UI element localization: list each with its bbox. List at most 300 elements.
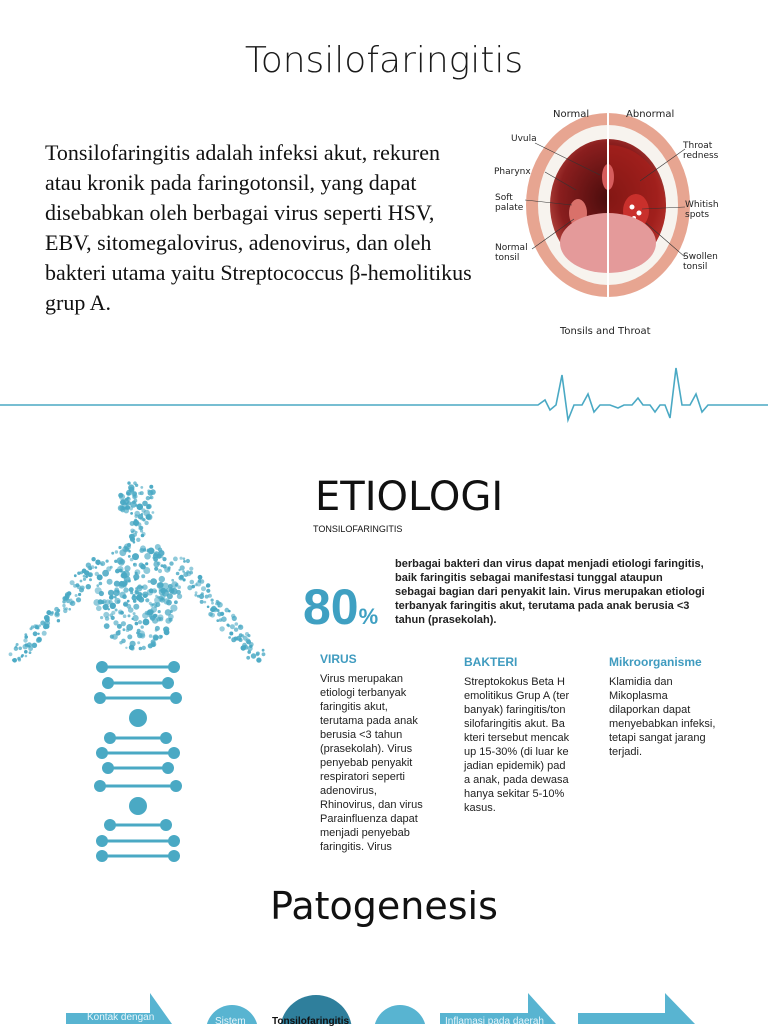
figure-dot (182, 578, 185, 581)
figure-dot (29, 651, 32, 654)
figure-dot (35, 625, 39, 629)
figure-dot (216, 619, 219, 622)
etiologi-title: ETIOLOGI (315, 474, 504, 520)
figure-dot (170, 610, 173, 613)
figure-dot (183, 560, 186, 563)
figure-dot (121, 572, 127, 578)
figure-dot (24, 650, 28, 654)
figure-dot (247, 650, 251, 654)
figure-dot (142, 646, 146, 650)
figure-dot (153, 557, 158, 562)
figure-dot (14, 647, 18, 651)
throat-illustration (480, 105, 750, 345)
column-text: Virus merupakan etiologi terbanyak faringitis akut, terutama pada anak berusia <3 tahun (prasekolah). Virus penyebab penyakit respiratori seperti adenovirus, Rhinovirus, dan virus Parainfluenza dapat menjadi penyebab faringitis. Virus (320, 673, 423, 853)
percent-stat (303, 578, 378, 636)
figure-dot (136, 538, 140, 542)
figure-dot (221, 616, 227, 622)
figure-dot (142, 518, 145, 521)
figure-dot (150, 496, 154, 500)
figure-dot (12, 659, 15, 662)
patogenesis-title: Patogenesis (270, 884, 498, 928)
figure-dot (158, 569, 162, 573)
figure-dot (141, 508, 145, 512)
dna-node (168, 661, 180, 673)
figure-dot (146, 515, 151, 520)
figure-dot (110, 566, 113, 569)
figure-dot (262, 649, 265, 652)
dna-node (129, 709, 147, 727)
figure-dot (118, 546, 121, 549)
figure-dot (213, 608, 218, 613)
figure-dot (206, 589, 210, 593)
page-title: Tonsilofaringitis (244, 40, 524, 81)
flow-text-1: Kontak dengan (87, 1012, 155, 1023)
figure-dot (227, 624, 230, 627)
figure-dot (95, 560, 100, 565)
figure-dot (183, 572, 188, 577)
figure-dot (123, 614, 127, 618)
figure-dot (108, 590, 114, 596)
column-mikroorganisme (609, 655, 719, 759)
figure-dot (200, 600, 204, 604)
figure-dot (130, 512, 133, 515)
figure-dot (25, 655, 28, 658)
flow-text-3: Tonsilofaringitis (272, 1016, 350, 1027)
illustration-caption: Tonsils and Throat (560, 326, 651, 337)
figure-dot (176, 572, 180, 576)
figure-dot (63, 609, 67, 613)
figure-dot (80, 580, 83, 583)
dna-node (160, 732, 172, 744)
figure-dot (148, 580, 151, 583)
figure-dot (229, 632, 233, 636)
figure-dot (83, 578, 86, 581)
figure-dot (138, 597, 144, 603)
dna-node (94, 692, 106, 704)
figure-dot (135, 622, 139, 626)
figure-dot (95, 572, 99, 576)
figure-dot (77, 572, 80, 575)
figure-dot (87, 572, 92, 577)
figure-dot (155, 629, 158, 632)
figure-dot (128, 614, 131, 617)
figure-dot (107, 579, 113, 585)
figure-dot (122, 546, 129, 553)
figure-dot (134, 519, 137, 522)
figure-dot (120, 559, 125, 564)
figure-dot (239, 625, 242, 628)
figure-dot (208, 612, 213, 617)
figure-dot (138, 505, 141, 508)
figure-dot (161, 556, 164, 559)
figure-dot (128, 607, 134, 613)
figure-dot (117, 600, 120, 603)
intro-paragraph: Tonsilofaringitis adalah infeksi akut, rekuren atau kronik pada faringotonsil, yang dapat disebabkan oleh berbagai virus seperti HSV, EBV, sitomegalovirus, adenovirus, dan oleh bakteri utama yaitu Streptococcus β-hemolitikus grup A. (45, 140, 472, 315)
figure-dot (126, 492, 129, 495)
label-soft-palate: Soft palate (495, 193, 524, 213)
figure-dot (89, 578, 92, 581)
figure-dot (151, 611, 154, 614)
figure-dot (149, 485, 153, 489)
figure-dot (168, 614, 174, 620)
figure-dot (194, 594, 197, 597)
label-uvula: Uvula (511, 134, 537, 144)
dna-node (96, 850, 108, 862)
figure-dot (135, 531, 138, 534)
figure-dot (159, 589, 166, 596)
figure-dot (256, 653, 259, 656)
figure-dot (127, 481, 130, 484)
flow-arrow-3 (578, 993, 695, 1024)
figure-dot (169, 561, 173, 565)
figure-dot (189, 571, 193, 575)
figure-dot (42, 631, 47, 636)
figure-dot (114, 587, 119, 592)
figure-dot (176, 590, 181, 595)
figure-dot (51, 611, 54, 614)
figure-dot (30, 627, 33, 630)
figure-dot (68, 608, 71, 611)
whitish-spot (637, 211, 642, 216)
dna-node (102, 762, 114, 774)
dna-node (102, 677, 114, 689)
figure-dot (134, 578, 137, 581)
figure-dot (100, 561, 105, 566)
label-pharynx: Pharynx (494, 167, 531, 177)
figure-dot (228, 636, 231, 639)
figure-dot (127, 501, 131, 505)
figure-dot (144, 553, 151, 560)
figure-dot (62, 600, 66, 604)
figure-dot (137, 629, 141, 633)
figure-dot (115, 550, 118, 553)
dna-node (168, 747, 180, 759)
figure-dot (130, 521, 135, 526)
figure-dot (242, 643, 247, 648)
dna-node (168, 850, 180, 862)
figure-dot (164, 629, 170, 635)
figure-dot (151, 641, 157, 647)
figure-dot (129, 506, 133, 510)
figure-dot (73, 584, 77, 588)
figure-dot (144, 521, 148, 525)
figure-dot (141, 574, 145, 578)
figure-dot (91, 557, 95, 561)
figure-dot (113, 620, 118, 625)
human-dna-illustration (0, 470, 290, 870)
figure-dot (149, 602, 152, 605)
figure-dot (136, 585, 142, 591)
figure-dot (158, 550, 164, 556)
figure-dot (96, 606, 102, 612)
figure-dot (100, 616, 103, 619)
figure-dot (148, 613, 153, 618)
figure-dot (139, 647, 143, 651)
figure-dot (126, 628, 130, 632)
figure-dot (125, 580, 128, 583)
figure-dot (95, 566, 98, 569)
dna-node (170, 780, 182, 792)
figure-dot (127, 497, 131, 501)
figure-dot (171, 579, 174, 582)
figure-dot (211, 602, 214, 605)
figure-dot (46, 610, 51, 615)
figure-dot (183, 557, 186, 560)
figure-dot (145, 598, 149, 602)
figure-dot (104, 623, 110, 629)
figure-dot (128, 555, 131, 558)
figure-dot (33, 631, 38, 636)
figure-dot (154, 597, 161, 604)
figure-dot (129, 534, 135, 540)
figure-dot (247, 646, 252, 651)
figure-dot (70, 601, 75, 606)
figure-dot (18, 658, 21, 661)
figure-dot (219, 626, 224, 631)
figure-dot (111, 616, 115, 620)
dna-node (129, 797, 147, 815)
figure-dot (138, 592, 142, 596)
dna-node (96, 661, 108, 673)
figure-dot (133, 563, 137, 567)
column-heading: Mikroorganisme (609, 655, 702, 669)
figure-dot (169, 587, 174, 592)
figure-dot (143, 619, 150, 626)
figure-dot (74, 574, 77, 577)
column-virus (320, 652, 430, 854)
figure-dot (246, 656, 250, 660)
column-bakteri (464, 655, 570, 815)
figure-dot (125, 647, 127, 649)
figure-dot (40, 621, 45, 626)
figure-dot (135, 504, 138, 507)
figure-dot (246, 640, 251, 645)
flow-circle-3 (374, 1005, 426, 1024)
figure-dot (65, 595, 69, 599)
figure-dot (235, 637, 238, 640)
figure-dot (234, 628, 238, 632)
figure-dot (83, 575, 86, 578)
figure-dot (139, 563, 144, 568)
figure-dot (228, 610, 231, 613)
column-text: Klamidia dan Mikoplasma dilaporkan dapat menyebabkan infeksi, tetapi sangat jarang terjadi. (609, 676, 716, 758)
figure-dot (141, 513, 144, 516)
figure-dot (133, 541, 136, 544)
figure-dot (201, 586, 206, 591)
figure-dot (149, 634, 153, 638)
figure-dot (137, 641, 140, 644)
figure-dot (230, 624, 235, 629)
label-swollen-tonsil: Swollen tonsil (683, 252, 718, 272)
figure-dot (215, 602, 218, 605)
figure-dot (37, 633, 39, 635)
figure-dot (130, 641, 136, 647)
heartbeat-divider (0, 360, 768, 430)
label-normal-tonsil: Normal tonsil (495, 243, 528, 263)
figure-dot (36, 638, 41, 643)
label-normal: Normal (553, 109, 590, 120)
figure-dot (148, 490, 154, 496)
figure-dot (218, 605, 220, 607)
figure-dot (164, 567, 170, 573)
figure-dot (127, 634, 132, 639)
figure-dot (123, 583, 127, 587)
figure-dot (23, 644, 28, 649)
dna-node (96, 835, 108, 847)
figure-dot (206, 585, 209, 588)
dotted-human-figure (9, 481, 266, 662)
dna-helix (94, 661, 182, 862)
figure-dot (145, 562, 148, 565)
figure-dot (239, 633, 243, 637)
figure-dot (197, 595, 200, 598)
figure-dot (221, 612, 224, 615)
figure-dot (133, 604, 139, 610)
dna-node (162, 762, 174, 774)
figure-dot (111, 611, 115, 615)
figure-dot (45, 618, 50, 623)
figure-dot (132, 615, 138, 621)
figure-dot (118, 493, 123, 498)
figure-dot (195, 591, 198, 594)
figure-dot (123, 587, 128, 592)
figure-dot (153, 561, 159, 567)
figure-dot (133, 612, 136, 615)
figure-dot (177, 585, 181, 589)
figure-dot (187, 585, 192, 590)
figure-dot (141, 625, 144, 628)
figure-dot (32, 643, 37, 648)
figure-dot (135, 484, 138, 487)
figure-dot (89, 567, 92, 570)
dna-node (96, 747, 108, 759)
figure-dot (119, 641, 122, 644)
figure-dot (110, 635, 114, 639)
figure-dot (160, 635, 163, 638)
figure-dot (241, 648, 243, 650)
figure-dot (122, 594, 127, 599)
figure-dot (186, 559, 190, 563)
dna-node (170, 692, 182, 704)
column-heading: BAKTERI (464, 655, 518, 669)
figure-dot (75, 594, 78, 597)
figure-dot (121, 621, 126, 626)
figure-dot (132, 491, 137, 496)
figure-dot (130, 529, 134, 533)
figure-dot (147, 549, 150, 552)
figure-dot (114, 596, 117, 599)
column-text: Streptokokus Beta Hemolitikus Grup A (terbanyak) faringitis/tonsilofaringitis akut. Bakteri tersebut mencakup 15-30% (di luar kejadian epidemik) pada anak, pada dewasa hanya sekitar 5-10% kasus. (464, 676, 570, 814)
figure-dot (251, 653, 256, 658)
dna-node (94, 780, 106, 792)
figure-dot (18, 647, 22, 651)
figure-dot (143, 567, 150, 574)
figure-dot (134, 514, 138, 518)
figure-dot (57, 619, 60, 622)
figure-dot (175, 584, 177, 586)
label-abnormal: Abnormal (626, 109, 675, 120)
dna-node (104, 732, 116, 744)
figure-dot (173, 557, 178, 562)
figure-dot (138, 620, 142, 624)
figure-dot (132, 594, 135, 597)
figure-dot (158, 610, 161, 613)
flow-text-4: Inflamasi pada daerah (445, 1016, 544, 1027)
figure-dot (21, 654, 24, 657)
figure-dot (159, 576, 165, 582)
percent-description: berbagai bakteri dan virus dapat menjadi etiologi faringitis, baik faringitis sebagai manifestasi tunggal ataupun sebagai bagian dari penyakit lain. Virus merupakan etiologi terbanyak faringitis akut, terutama pada anak berusia <3 tahun (prasekolah). (395, 558, 705, 626)
dna-node (162, 677, 174, 689)
figure-dot (86, 584, 91, 589)
figure-dot (135, 569, 141, 575)
figure-dot (98, 599, 103, 604)
figure-dot (178, 569, 180, 571)
figure-dot (110, 595, 114, 599)
label-whitish-spots: Whitish spots (685, 200, 719, 220)
figure-dot (122, 504, 128, 510)
figure-dot (111, 552, 114, 555)
figure-dot (127, 600, 130, 603)
figure-dot (208, 594, 212, 598)
figure-dot (106, 560, 109, 563)
figure-dot (174, 600, 178, 604)
figure-dot (24, 633, 27, 636)
dna-node (104, 819, 116, 831)
figure-dot (180, 557, 183, 560)
figure-dot (55, 611, 60, 616)
figure-dot (76, 597, 81, 602)
figure-dot (138, 526, 142, 530)
figure-dot (198, 575, 203, 580)
figure-dot (115, 609, 118, 612)
figure-dot (95, 587, 102, 594)
figure-dot (235, 622, 239, 626)
figure-dot (152, 588, 157, 593)
figure-dot (135, 524, 137, 526)
figure-dot (16, 643, 19, 646)
figure-dot (123, 628, 126, 631)
dna-node (160, 819, 172, 831)
figure-dot (77, 585, 81, 589)
percent-value: 80 (303, 579, 359, 635)
figure-dot (211, 599, 214, 602)
figure-dot (85, 575, 88, 578)
figure-dot (140, 486, 143, 489)
figure-dot (23, 638, 27, 642)
figure-dot (9, 652, 13, 656)
figure-dot (139, 548, 144, 553)
figure-dot (190, 580, 195, 585)
figure-dot (146, 505, 150, 509)
label-throat-redness: Throat redness (683, 141, 719, 161)
percent-sign: % (358, 604, 379, 629)
whitish-spot (630, 205, 635, 210)
figure-dot (110, 603, 116, 609)
figure-dot (96, 584, 99, 587)
figure-dot (207, 606, 210, 609)
dna-node (168, 835, 180, 847)
figure-dot (128, 580, 131, 583)
figure-dot (161, 597, 164, 600)
figure-dot (152, 511, 155, 514)
figure-dot (162, 583, 169, 590)
column-heading: VIRUS (320, 652, 357, 666)
figure-dot (156, 617, 161, 622)
figure-dot (247, 634, 250, 637)
figure-dot (142, 532, 146, 536)
flow-text-2: Sistem (215, 1016, 246, 1027)
etiologi-subtitle: TONSILOFARINGITIS (313, 524, 403, 534)
